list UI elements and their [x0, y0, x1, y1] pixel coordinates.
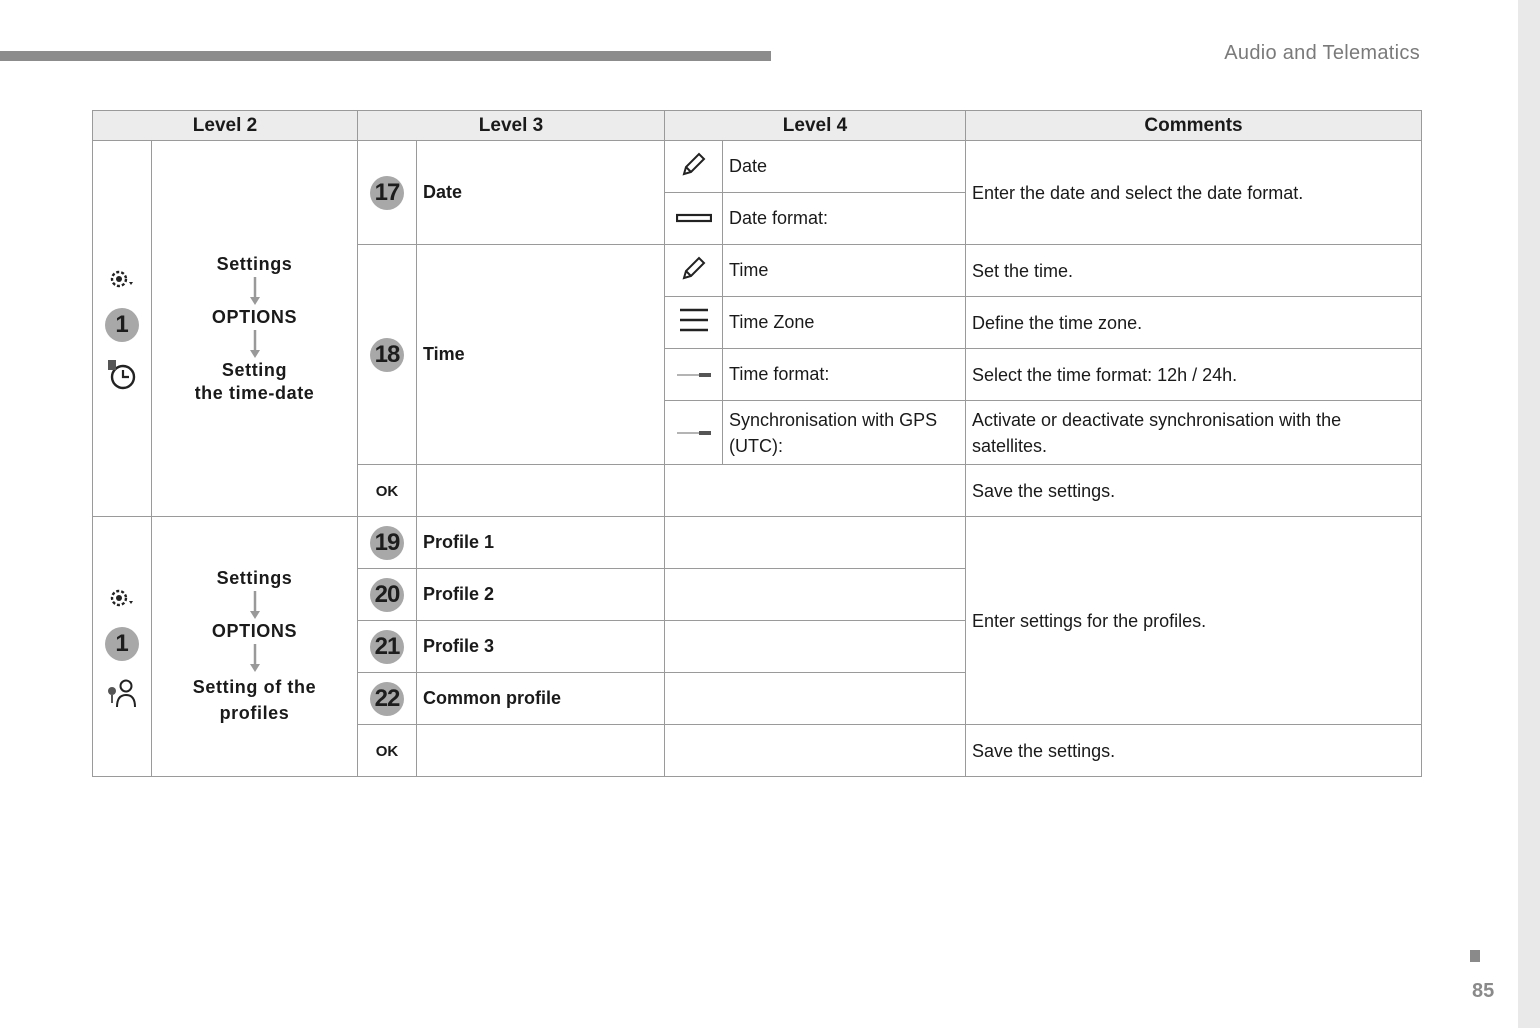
path-step-setting: Setting	[221, 360, 288, 380]
level3-ok-cell	[358, 465, 417, 517]
column-header-level4: Level 4	[665, 111, 966, 141]
level4-icon-cell	[665, 245, 723, 297]
switch-icon	[676, 370, 712, 380]
menu-number-badge: 18	[370, 338, 404, 372]
level4-label-date: Date	[723, 141, 966, 193]
level2-path-profiles	[152, 517, 358, 777]
comment-time-format: Select the time format: 12h / 24h.	[966, 349, 1422, 401]
level4-empty-cell	[665, 517, 966, 569]
level4-label-time-format: Time format:	[723, 349, 966, 401]
table-header-row	[93, 111, 1422, 141]
level4-icon-cell	[665, 349, 723, 401]
menu-number-badge: 19	[370, 526, 404, 560]
path-step-time-date: the time-date	[194, 383, 315, 403]
level4-icon-cell	[665, 297, 723, 349]
level4-label-time: Time	[723, 245, 966, 297]
path-step-options: OPTIONS	[211, 307, 298, 327]
comment-time-zone: Define the time zone.	[966, 297, 1422, 349]
level4-icon-cell	[665, 193, 723, 245]
level4-empty-cell	[665, 621, 966, 673]
level3-badge-cell	[358, 621, 417, 673]
settings-gear-icon	[107, 585, 137, 611]
level4-label-date-format: Date format:	[723, 193, 966, 245]
menu-table	[92, 110, 1422, 777]
level2-icons-time-date	[93, 141, 152, 517]
menu-number-badge: 22	[370, 682, 404, 716]
level4-label-time-zone: Time Zone	[723, 297, 966, 349]
section-title: Audio and Telematics	[1224, 42, 1420, 64]
page-edge-strip	[1518, 0, 1540, 1028]
level4-label-gps-sync: Synchronisation with GPS (UTC):	[723, 401, 966, 465]
menu-number-badge: 21	[370, 630, 404, 664]
header-rule	[0, 51, 771, 61]
page-marker	[1470, 950, 1480, 962]
path-step-settings: Settings	[216, 567, 293, 588]
switch-icon	[676, 428, 712, 438]
level2-path-time-date	[152, 141, 358, 517]
page-number: 85	[1472, 980, 1495, 1002]
menu-number-badge: 20	[370, 578, 404, 612]
level3-empty-cell	[417, 725, 665, 777]
pencil-icon	[680, 254, 708, 282]
comment-date: Enter the date and select the date format.	[966, 141, 1422, 245]
menu-number-badge: 17	[370, 176, 404, 210]
profiles-icon	[105, 677, 139, 709]
column-header-level3: Level 3	[358, 111, 665, 141]
comment-save-settings: Save the settings.	[966, 465, 1422, 517]
level1-badge: 1	[105, 308, 139, 342]
level3-label-common-profile: Common profile	[417, 673, 665, 725]
level3-badge-cell	[358, 517, 417, 569]
column-header-comments: Comments	[966, 111, 1422, 141]
clock-icon	[106, 358, 138, 392]
comment-gps-sync: Activate or deactivate synchronisation with the satellites.	[966, 401, 1422, 465]
comment-profiles: Enter settings for the profiles.	[966, 517, 1422, 725]
level3-ok-cell	[358, 725, 417, 777]
path-step-options: OPTIONS	[211, 620, 298, 641]
column-header-level2: Level 2	[93, 111, 358, 141]
toggle-bar-icon	[676, 212, 712, 224]
arrow-down-icon	[250, 644, 260, 672]
level1-badge: 1	[105, 627, 139, 661]
level3-label-profile-3: Profile 3	[417, 621, 665, 673]
level3-label-profile-1: Profile 1	[417, 517, 665, 569]
level3-badge-cell	[358, 141, 417, 245]
table-row	[93, 517, 1422, 569]
arrow-down-icon	[250, 591, 260, 619]
ok-label: OK	[375, 483, 399, 500]
level4-icon-cell	[665, 401, 723, 465]
level3-empty-cell	[417, 465, 665, 517]
level4-empty-cell	[665, 465, 966, 517]
level3-label-time: Time	[417, 245, 665, 465]
path-step-setting-profiles: Setting of the profiles	[192, 676, 317, 723]
level3-badge-cell	[358, 569, 417, 621]
comment-save-settings: Save the settings.	[966, 725, 1422, 777]
comment-time: Set the time.	[966, 245, 1422, 297]
level4-empty-cell	[665, 673, 966, 725]
pencil-icon	[680, 150, 708, 178]
level4-empty-cell	[665, 569, 966, 621]
list-icon	[678, 307, 710, 333]
path-step-settings: Settings	[216, 254, 293, 274]
level2-icons-profiles	[93, 517, 152, 777]
level4-empty-cell	[665, 725, 966, 777]
arrow-down-icon	[250, 330, 260, 358]
level3-label-date: Date	[417, 141, 665, 245]
level3-label-profile-2: Profile 2	[417, 569, 665, 621]
table-row	[93, 141, 1422, 193]
level4-icon-cell	[665, 141, 723, 193]
level3-badge-cell	[358, 673, 417, 725]
arrow-down-icon	[250, 277, 260, 305]
ok-label: OK	[375, 743, 399, 760]
level3-badge-cell	[358, 245, 417, 465]
settings-gear-icon	[107, 266, 137, 292]
